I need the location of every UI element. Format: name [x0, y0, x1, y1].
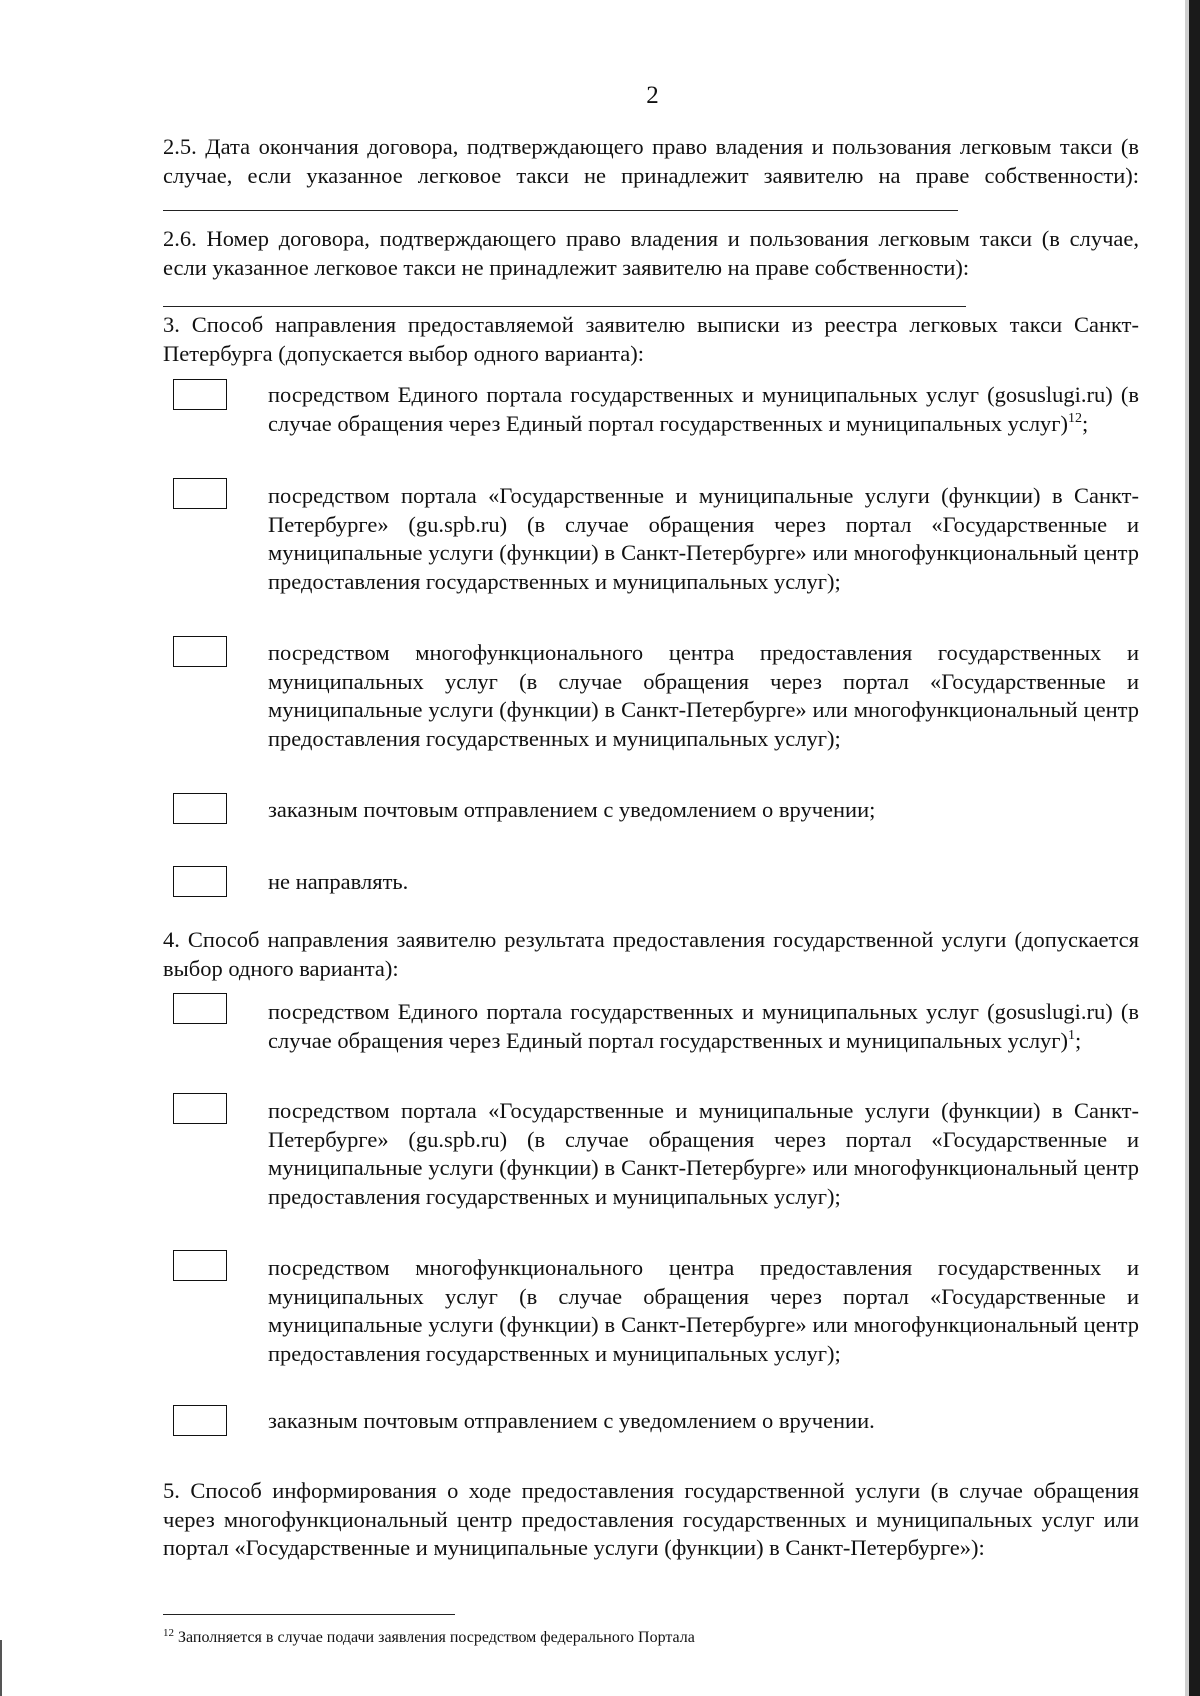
page-edge — [1189, 0, 1200, 1696]
s3-option-4: заказным почтовым отправлением с уведомлением о вручении; — [268, 797, 876, 822]
s4-option-2-checkbox[interactable] — [173, 1093, 227, 1124]
page-left-edge — [0, 1640, 2, 1696]
footnote-ref: 12 — [1068, 410, 1083, 426]
page-number: 2 — [646, 82, 659, 109]
section-2-6 — [163, 225, 1139, 282]
section-2-6-text: 2.6. Номер договора, подтверждающего право владения и пользования легковым такси (в случае, если указанное легковое такси не принадлежит заявителю на праве собственности): — [163, 226, 1139, 280]
section-3-heading: 3. Способ направления предоставляемой заявителю выписки из реестра легковых такси Санкт-Петербурга (допускается выбор одного варианта): — [163, 312, 1139, 366]
s3-option-1-checkbox[interactable] — [173, 379, 227, 410]
s4-option-4: заказным почтовым отправлением с уведомлением о вручении. — [268, 1408, 875, 1433]
s3-option-1-text: посредством Единого портала государственных и муниципальных услуг (gosuslugi.ru) (в случае обращения через Единый портал государственных и муниципальных услуг) — [268, 382, 1139, 436]
s3-option-3-checkbox[interactable] — [173, 636, 227, 667]
footnote-mark: 12 — [163, 1627, 174, 1639]
s4-option-3: посредством многофункционального центра предоставления государственных и муниципальных услуг (в случае обращения через портал «Государственные и муниципальные услуги (функции) в Санкт-Петербурге» или многофункциональный центр предоставления государственных и муниципальных услуг); — [268, 1255, 1139, 1366]
s3-option-1-suffix: ; — [1082, 410, 1089, 436]
s4-option-4-checkbox[interactable] — [173, 1405, 227, 1436]
footnote-ref: 1 — [1068, 1027, 1076, 1043]
s3-option-1 — [268, 381, 1139, 438]
section-4-heading: 4. Способ направления заявителю результата предоставления государственной услуги (допускается выбор одного варианта): — [163, 927, 1139, 981]
s3-option-5-checkbox[interactable] — [173, 866, 227, 897]
s3-option-4-checkbox[interactable] — [173, 793, 227, 824]
s3-option-5: не направлять. — [268, 869, 409, 894]
s4-option-1-suffix: ; — [1075, 1027, 1082, 1053]
end-date-field[interactable] — [163, 209, 958, 211]
s4-option-3-checkbox[interactable] — [173, 1250, 227, 1281]
footnote — [163, 1628, 1143, 1648]
section-2-5-text: 2.5. Дата окончания договора, подтверждающего право владения и пользования легковым такси (в случае, если указанное легковое такси не принадлежит заявителю на праве собственности): — [163, 134, 1139, 188]
s4-option-1-text: посредством Единого портала государственных и муниципальных услуг (gosuslugi.ru) (в случае обращения через Единый портал государственных и муниципальных услуг) — [268, 999, 1139, 1053]
s4-option-2: посредством портала «Государственные и муниципальные услуги (функции) в Санкт-Петербурге» (gu.spb.ru) (в случае обращения через портал «Государственные и муниципальные услуги (функции) в Санкт-Петербурге» или многофункциональный центр предоставления государственных и муниципальных услуг); — [268, 1098, 1139, 1209]
section-5: 5. Способ информирования о ходе предоставления государственной услуги (в случае обращения через многофункциональный центр предоставления государственных и муниципальных услуг или портал «Государственные и муниципальные услуги (функции) в Санкт-Петербурге»): — [163, 1478, 1139, 1560]
section-2-5 — [163, 133, 1139, 219]
footnote-separator — [163, 1614, 455, 1615]
s4-option-1 — [268, 998, 1139, 1055]
contract-number-field[interactable] — [163, 306, 966, 307]
s3-option-2: посредством портала «Государственные и муниципальные услуги (функции) в Санкт-Петербурге» (gu.spb.ru) (в случае обращения через портал «Государственные и муниципальные услуги (функции) в Санкт-Петербурге» или многофункциональный центр предоставления государственных и муниципальных услуг); — [268, 483, 1139, 594]
s3-option-3: посредством многофункционального центра предоставления государственных и муниципальных услуг (в случае обращения через портал «Государственные и муниципальные услуги (функции) в Санкт-Петербурге» или многофункциональный центр предоставления государственных и муниципальных услуг); — [268, 640, 1139, 751]
s3-option-2-checkbox[interactable] — [173, 478, 227, 509]
s4-option-1-checkbox[interactable] — [173, 993, 227, 1024]
footnote-text: Заполняется в случае подачи заявления посредством федерального Портала — [178, 1629, 695, 1646]
